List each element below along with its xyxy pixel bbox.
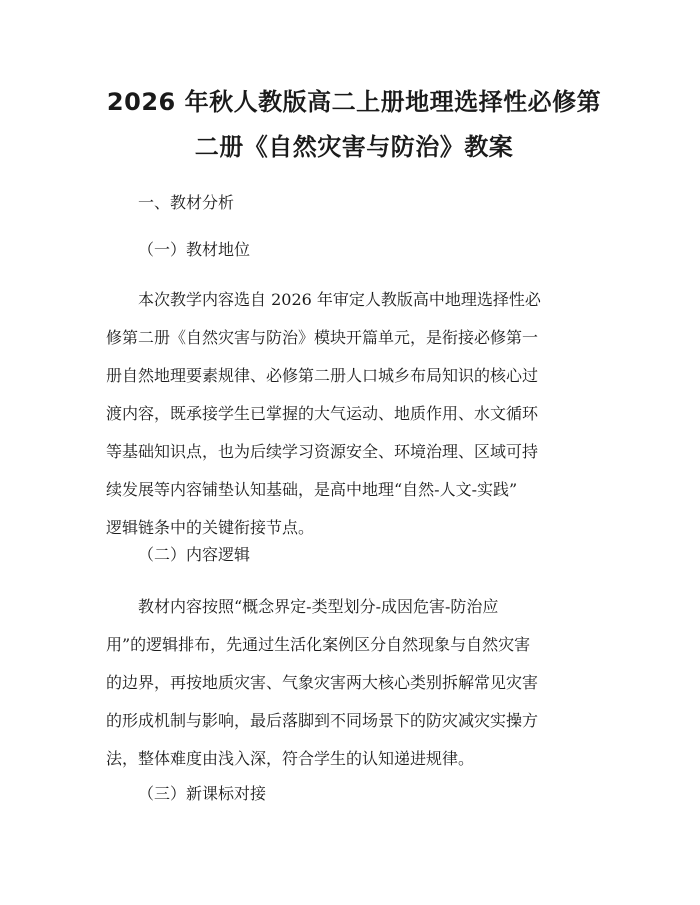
paragraph-line: 的形成机制与影响，最后落脚到不同场景下的防灾减灾实操方 (106, 711, 539, 730)
paragraph-line: 的边界，再按地质灾害、气象灾害两大核心类别拆解常见灾害 (106, 673, 539, 692)
document-title (106, 0, 602, 170)
section-heading-teaching-material-analysis: 一、教材分析 (138, 193, 235, 212)
paragraph-line: 修第二册《自然灾害与防治》模块开篇单元，是衔接必修第一 (106, 328, 539, 347)
paragraph-line: 册自然地理要素规律、必修第二册人口城乡布局知识的核心过 (106, 366, 539, 385)
paragraph-line: 渡内容，既承接学生已掌握的大气运动、地质作用、水文循环 (106, 404, 539, 423)
paragraph-line: 等基础知识点，也为后续学习资源安全、环境治理、区域可持 (106, 442, 539, 461)
subsection-heading-new-curriculum: （三）新课标对接 (138, 784, 267, 803)
paragraph-line: 法，整体难度由浅入深，符合学生的认知递进规律。 (106, 749, 475, 768)
subsection-heading-material-status: （一）教材地位 (138, 240, 251, 259)
paragraph-content-logic (106, 588, 602, 778)
subsection-heading-content-logic: （二）内容逻辑 (138, 545, 251, 564)
paragraph-material-status (106, 281, 602, 547)
paragraph-line: 逻辑链条中的关键衔接节点。 (106, 518, 315, 537)
title-line-1: 2026 年秋人教版高二上册地理选择性必修第 (106, 88, 602, 116)
paragraph-line: 本次教学内容选自 2026 年审定人教版高中地理选择性必 (138, 290, 541, 309)
paragraph-line: 教材内容按照“概念界定-类型划分-成因危害-防治应 (138, 597, 499, 616)
paragraph-line: 用”的逻辑排布，先通过生活化案例区分自然现象与自然灾害 (106, 635, 531, 654)
title-line-2: 二册《自然灾害与防治》教案 (194, 133, 514, 161)
paragraph-line: 续发展等内容铺垫认知基础，是高中地理“自然-人文-实践” (106, 480, 518, 499)
